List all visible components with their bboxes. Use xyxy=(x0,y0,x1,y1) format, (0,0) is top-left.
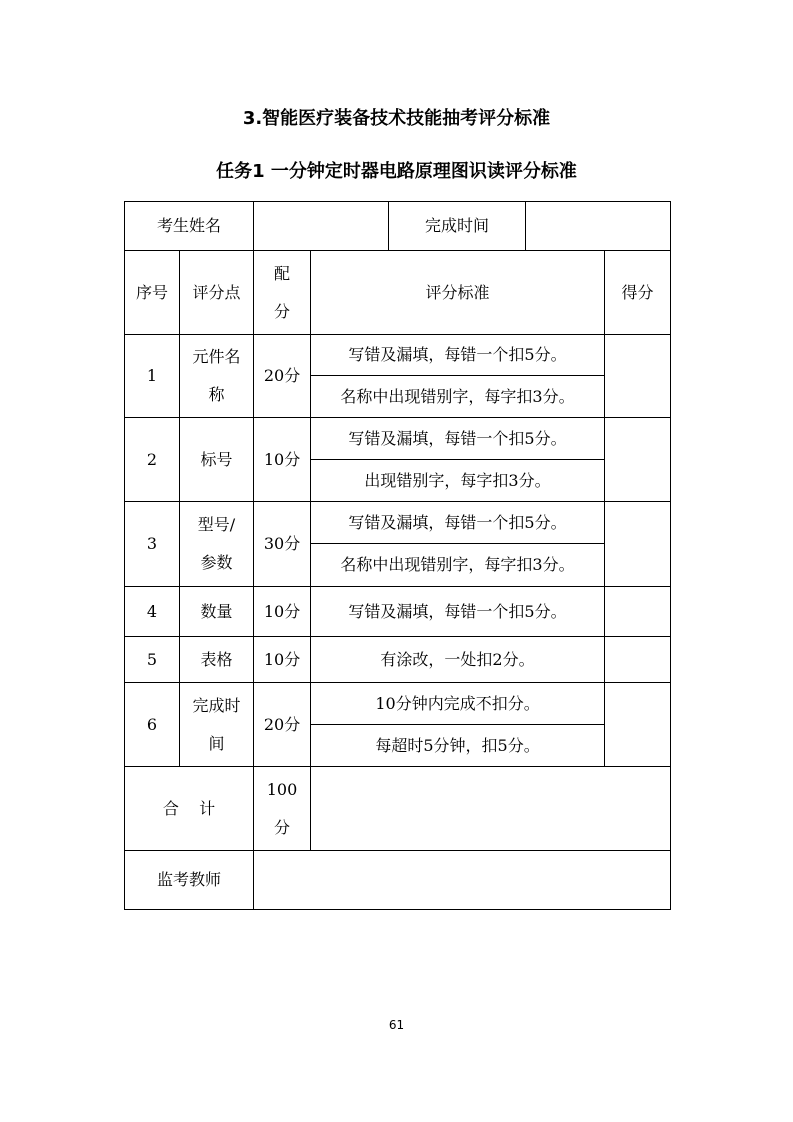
row-point: 表格 xyxy=(180,637,254,683)
row-score: 30分 xyxy=(254,502,311,587)
table-row xyxy=(125,587,671,637)
total-got-field[interactable] xyxy=(311,767,671,851)
row-point-line1: 元件名 xyxy=(192,347,241,366)
row-got-field[interactable] xyxy=(605,637,671,683)
row-point-line1: 型号/ xyxy=(197,515,236,534)
row-criteria: 写错及漏填，每错一个扣5分。 xyxy=(311,418,605,460)
row-criteria: 写错及漏填，每错一个扣5分。 xyxy=(311,502,605,544)
total-score-line2: 分 xyxy=(274,817,291,837)
col-header-score xyxy=(254,251,311,335)
candidate-row xyxy=(125,202,671,251)
row-criteria: 出现错别字，每字扣3分。 xyxy=(311,460,605,502)
page-number: 61 xyxy=(388,1018,405,1032)
col-header-score-line1: 配 xyxy=(274,263,291,283)
row-criteria: 每超时5分钟，扣5分。 xyxy=(311,725,605,767)
table-row xyxy=(125,418,671,460)
table-row xyxy=(125,683,671,725)
row-got-field[interactable] xyxy=(605,683,671,767)
table-title: 任务1 一分钟定时器电路原理图识读评分标准 xyxy=(216,161,577,182)
row-score: 10分 xyxy=(254,587,311,637)
row-point-line2: 参数 xyxy=(200,553,233,572)
document-heading: 3.智能医疗装备技术技能抽考评分标准 xyxy=(242,108,551,129)
row-criteria: 有涂改，一处扣2分。 xyxy=(311,637,605,683)
row-point xyxy=(180,502,254,587)
row-index: 5 xyxy=(125,637,180,683)
row-index: 3 xyxy=(125,502,180,587)
row-got-field[interactable] xyxy=(605,335,671,418)
row-index: 4 xyxy=(125,587,180,637)
row-point xyxy=(180,335,254,418)
row-point: 数量 xyxy=(180,587,254,637)
row-score: 10分 xyxy=(254,637,311,683)
invigilator-row xyxy=(125,851,671,910)
row-score: 20分 xyxy=(254,335,311,418)
row-criteria: 写错及漏填，每错一个扣5分。 xyxy=(311,587,605,637)
col-header-score-line2: 分 xyxy=(274,301,291,321)
total-score xyxy=(254,767,311,851)
row-criteria: 名称中出现错别字，每字扣3分。 xyxy=(311,376,605,418)
row-got-field[interactable] xyxy=(605,587,671,637)
row-got-field[interactable] xyxy=(605,418,671,502)
row-criteria: 10分钟内完成不扣分。 xyxy=(311,683,605,725)
col-header-point: 评分点 xyxy=(180,251,254,335)
col-header-criteria: 评分标准 xyxy=(311,251,605,335)
scoring-table xyxy=(124,201,671,910)
row-criteria: 名称中出现错别字，每字扣3分。 xyxy=(311,544,605,587)
candidate-name-label: 考生姓名 xyxy=(125,202,254,251)
row-index: 2 xyxy=(125,418,180,502)
row-index: 1 xyxy=(125,335,180,418)
table-row xyxy=(125,335,671,376)
table-row xyxy=(125,637,671,683)
row-point: 标号 xyxy=(180,418,254,502)
row-got-field[interactable] xyxy=(605,502,671,587)
row-point-line2: 称 xyxy=(208,385,225,404)
row-index: 6 xyxy=(125,683,180,767)
col-header-index: 序号 xyxy=(125,251,180,335)
completion-time-label: 完成时间 xyxy=(389,202,526,251)
total-row xyxy=(125,767,671,851)
row-criteria: 写错及漏填，每错一个扣5分。 xyxy=(311,335,605,376)
candidate-name-field[interactable] xyxy=(254,202,389,251)
row-point-line2: 间 xyxy=(208,733,225,753)
invigilator-label: 监考教师 xyxy=(125,851,254,910)
row-score: 20分 xyxy=(254,683,311,767)
col-header-got: 得分 xyxy=(605,251,671,335)
table-row xyxy=(125,502,671,544)
row-score: 10分 xyxy=(254,418,311,502)
invigilator-field[interactable] xyxy=(254,851,671,910)
column-header-row xyxy=(125,251,671,335)
total-score-line1: 100 xyxy=(266,779,298,799)
total-label: 合 计 xyxy=(125,767,254,851)
row-point xyxy=(180,683,254,767)
row-point-line1: 完成时 xyxy=(192,695,241,715)
completion-time-field[interactable] xyxy=(526,202,671,251)
